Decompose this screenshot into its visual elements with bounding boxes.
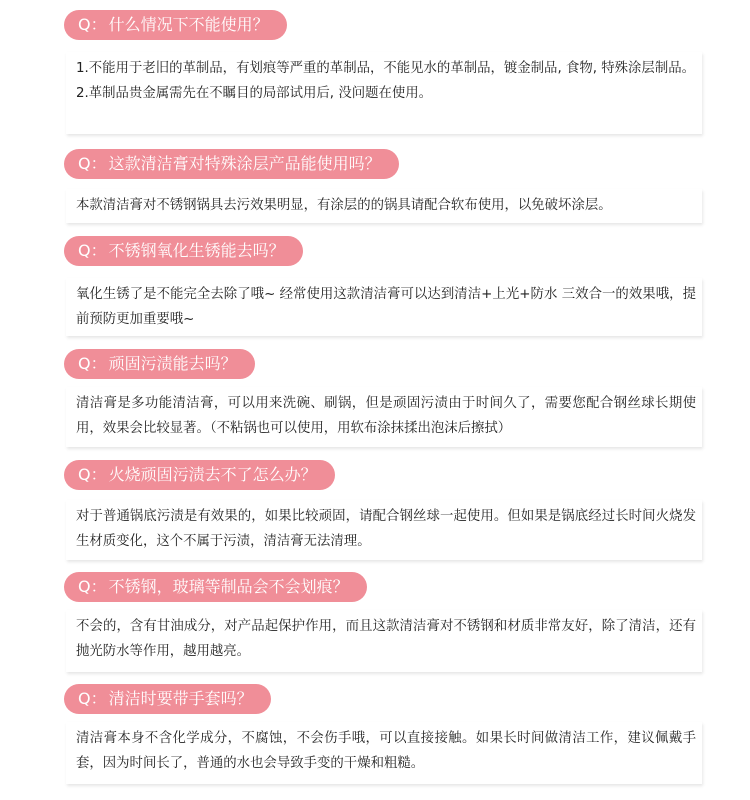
question-pill	[64, 236, 303, 266]
answer-box	[66, 52, 702, 134]
answer-box	[66, 610, 702, 672]
answer-line: 2.革制品贵金属需先在不瞩目的局部试用后, 没问题在使用。	[76, 86, 433, 101]
answer-text	[66, 387, 702, 447]
answer-text	[66, 722, 702, 782]
question-pill	[64, 684, 271, 714]
q-prefix: Q：	[78, 689, 107, 708]
answer-text	[66, 278, 702, 338]
question-pill	[64, 10, 287, 40]
answer-line: 清洁膏是多功能清洁膏，可以用来洗碗、刷锅，但是顽固污渍由于时间久了，需要您配合钢丝球长期使用，效果会比较显著。（不粘锅也可以使用，用软布涂抹揉出泡沫后擦拭）	[76, 396, 696, 436]
answer-box	[66, 387, 702, 447]
question-text: 什么情况下不能使用？	[108, 15, 269, 34]
question-text: 这款清洁膏对特殊涂层产品能使用吗？	[108, 154, 381, 173]
question-text: 不锈钢氧化生锈能去吗？	[108, 241, 285, 260]
answer-line: 清洁膏本身不含化学成分，不腐蚀，不会伤手哦，可以直接接触。如果长时间做清洁工作，建议佩戴手套，因为时间长了，普通的水也会导致手变的干燥和粗糙。	[76, 731, 696, 771]
answer-text	[66, 610, 702, 670]
answer-text	[66, 52, 702, 112]
question-pill	[64, 349, 255, 379]
question-pill	[64, 572, 367, 602]
question-pill	[64, 460, 335, 490]
question-text: 顽固污渍能去吗？	[108, 354, 237, 373]
answer-line: 本款清洁膏对不锈钢锅具去污效果明显，有涂层的的锅具请配合软布使用，以免破坏涂层。	[76, 198, 612, 213]
q-prefix: Q：	[78, 354, 107, 373]
question-text: 不锈钢，玻璃等制品会不会划痕？	[108, 577, 349, 596]
q-prefix: Q：	[78, 154, 107, 173]
question-text: 火烧顽固污渍去不了怎么办？	[108, 465, 317, 484]
answer-box	[66, 500, 702, 560]
answer-text	[66, 500, 702, 560]
answer-text	[66, 189, 702, 224]
answer-line: 对于普通锅底污渍是有效果的，如果比较顽固，请配合钢丝球一起使用。但如果是锅底经过长时间火烧发生材质变化，这个不属于污渍，清洁膏无法清理。	[76, 509, 696, 549]
answer-line: 氧化生锈了是不能完全去除了哦~ 经常使用这款清洁膏可以达到清洁+上光+防水 三效合一的效果哦，提前预防更加重要哦~	[76, 287, 696, 327]
question-text: 清洁时要带手套吗？	[108, 689, 253, 708]
answer-box	[66, 278, 702, 336]
q-prefix: Q：	[78, 577, 107, 596]
answer-line: 不会的，含有甘油成分，对产品起保护作用，而且这款清洁膏对不锈钢和材质非常友好，除了清洁，还有抛光防水等作用，越用越亮。	[76, 619, 696, 659]
question-pill	[64, 149, 399, 179]
q-prefix: Q：	[78, 15, 107, 34]
answer-line: 1.不能用于老旧的革制品，有划痕等严重的革制品，不能见水的革制品，镀金制品, 食物, 特殊涂层制品。	[76, 61, 695, 76]
answer-box	[66, 722, 702, 784]
q-prefix: Q：	[78, 465, 107, 484]
answer-box	[66, 189, 702, 223]
q-prefix: Q：	[78, 241, 107, 260]
